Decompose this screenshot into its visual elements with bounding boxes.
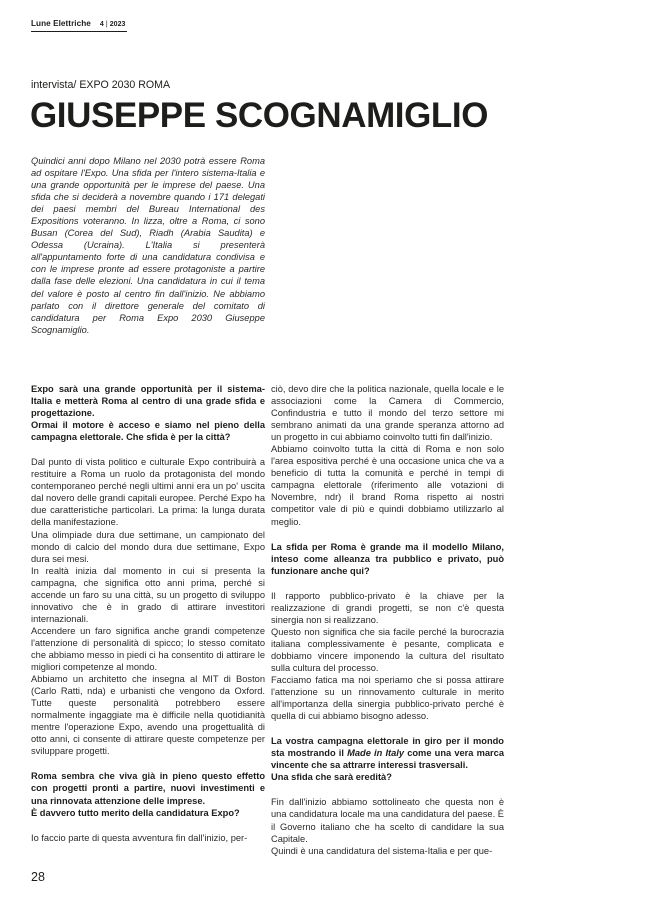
magazine-name: Lune Elettriche [31, 19, 91, 28]
made-in-italy-phrase: Made in Italy [347, 748, 405, 759]
kicker-section: intervista/ [31, 79, 77, 91]
article-title: GIUSEPPE SCOGNAMIGLIO [30, 95, 489, 135]
intro-paragraph: Quindici anni dopo Milano nel 2030 potrà essere Roma ad ospitare l'Expo. Una sfida per l'intero sistema-Italia e una grande opportunità per le imprese del paese. Una sfida che si deciderà a novembre quando i 171 delegati dei paesi membri del Bureau International des Expositions voteranno. In lizza, oltre a Roma, ci sono Busan (Corea del Sud), Riadh (Arabia Saudita) e Odessa (Ucraina). L'Italia si presenterà all'appuntamento forte di una candidatura condivisa e con le imprese pronte ad essere protagoniste a partire dalla fase delle elezioni. Una candidatura in cui il tema del valore è posto al centro fin dall'inizio. Ne abbiamo parlato con il direttore generale del comitato di candidatura per Roma Expo 2030 Giuseppe Scognamiglio. [31, 156, 265, 335]
answer-1-paragraph: In realtà inizia dal momento in cui si presenta la campagna, che significa otto anni prima, perché si accende un faro su una città, su un progetto di sviluppo innovativo che è in grado di attirare investitori internazionali. [31, 565, 265, 624]
issue-number: 4 [99, 21, 104, 28]
answer-4-paragraph: Quindi è una candidatura del sistema-Italia e per que- [271, 845, 493, 856]
right-column [271, 383, 504, 857]
answer-1-paragraph: Dal punto di vista politico e culturale Expo contribuirà a restituire a Roma un ruolo da protagonista del mondo contemporaneo perché negli ultimi anni era un po' uscita dal novero delle grandi capitali europee. Perché Expo ha due caratteristiche particolari. La prima: la lunga durata della manifestazione. [31, 457, 265, 528]
question-1: Expo sarà una grande opportunità per il sistema-Italia e metterà Roma al centro di una grade sfida e progettazione. Ormai il motore è acceso e siamo nel pieno della campagna elettorale. Che sfida è per la città? [31, 384, 265, 443]
issue-year: 2023 [109, 21, 126, 28]
kicker-subject: EXPO 2030 ROMA [79, 79, 171, 91]
running-header [31, 19, 126, 28]
answer-2-paragraph: Abbiamo coinvolto tutta la città di Roma e non solo l'area espositiva perché è una occasione unica che va a beneficio di tutta la comunità e perché in tempi di campagna elettorale (riferimento alle votazioni di Novembre, ndr) il brand Roma rispetto ai nostri competitor vale di più e quindi dobbiamo utilizzarlo al meglio. [271, 444, 504, 527]
answer-4 [271, 796, 504, 856]
answer-1 [31, 456, 265, 757]
answer-3 [271, 590, 504, 723]
answer-2-continued [271, 383, 504, 528]
header-rule [31, 31, 127, 32]
left-column [31, 383, 265, 844]
question-4 [271, 735, 504, 783]
answer-3-paragraph: Il rapporto pubblico-privato è la chiave per la realizzazione di grandi progetti, se non c'è questa sinergia non si realizzano. [271, 590, 504, 625]
answer-4-paragraph: Fin dall'inizio abbiamo sottolineato che questa non è una candidatura locale ma una candidatura del paese. È il Governo italiano che ha scelto di candidare la sua Capitale. [271, 797, 504, 844]
answer-1-paragraph: Accendere un faro significa anche grandi competenze l'attenzione di personalità di spicco; lo stesso comitato che abbiamo messo in piedi ci ha consentito di attirare le migliori competenze al mondo. [31, 625, 265, 673]
answer-3-paragraph: Questo non significa che sia facile perché la burocrazia italiana complessivamente è pesante, complicata e dobbiamo vincere imponendo la cultura del risultato sulla cultura del processo. [271, 626, 504, 673]
answer-2: Io faccio parte di questa avventura fin dall'inizio, per- [31, 832, 248, 843]
issue-label [100, 21, 126, 28]
answer-1-paragraph: Abbiamo un architetto che insegna al MIT di Boston (Carlo Ratti, nda) e urbanisti che vengono da Oxford. Tutte queste personalità potrebbero essere normalmente ingaggiate ma è difficile nella quotidianità mentre l'operazione Expo, avendo una progettualità di otto anni, ci consente di attirare queste competenze per sviluppare progetti. [31, 674, 265, 757]
kicker [31, 79, 170, 91]
issue-separator: | [103, 21, 110, 28]
question-2: Roma sembra che viva già in pieno questo effetto con progetti pronti a partire, nuovi investimenti e una rinnovata attenzione delle imprese. È davvero tutto merito della candidatura Expo? [31, 771, 265, 818]
question-4-text: La vostra campagna elettorale in giro per il mondo sta mostrando il [271, 736, 504, 759]
question-3: La sfida per Roma è grande ma il modello Milano, inteso come alleanza tra pubblico e privato, può funzionare anche qui? [271, 541, 504, 576]
page-number: 28 [31, 870, 45, 884]
answer-1-paragraph: Una olimpiade dura due settimane, un campionato del mondo di calcio del mondo dura due settimane, Expo dura sei mesi. [31, 529, 265, 564]
answer-2-paragraph: ciò, devo dire che la politica nazionale, quella locale e le associazioni come la Camera di Commercio, Confindustria e tutto il mondo del terzo settore mi sembrano animati da una grande speranza attorno ad un progetto in cui abbiamo coinvolto tutti fin dall'inizio. [271, 384, 504, 443]
question-4-text: come una vera marca vincente che sa attrarre interessi trasversali. Una sfida che sarà eredità? [271, 748, 505, 783]
answer-3-paragraph: Facciamo fatica ma noi speriamo che si possa attirare l'attenzione su un rinnovamento culturale in merito all'importanza della sinergia pubblico-privato perché è quella di cui abbiamo bisogno adesso. [271, 675, 504, 722]
